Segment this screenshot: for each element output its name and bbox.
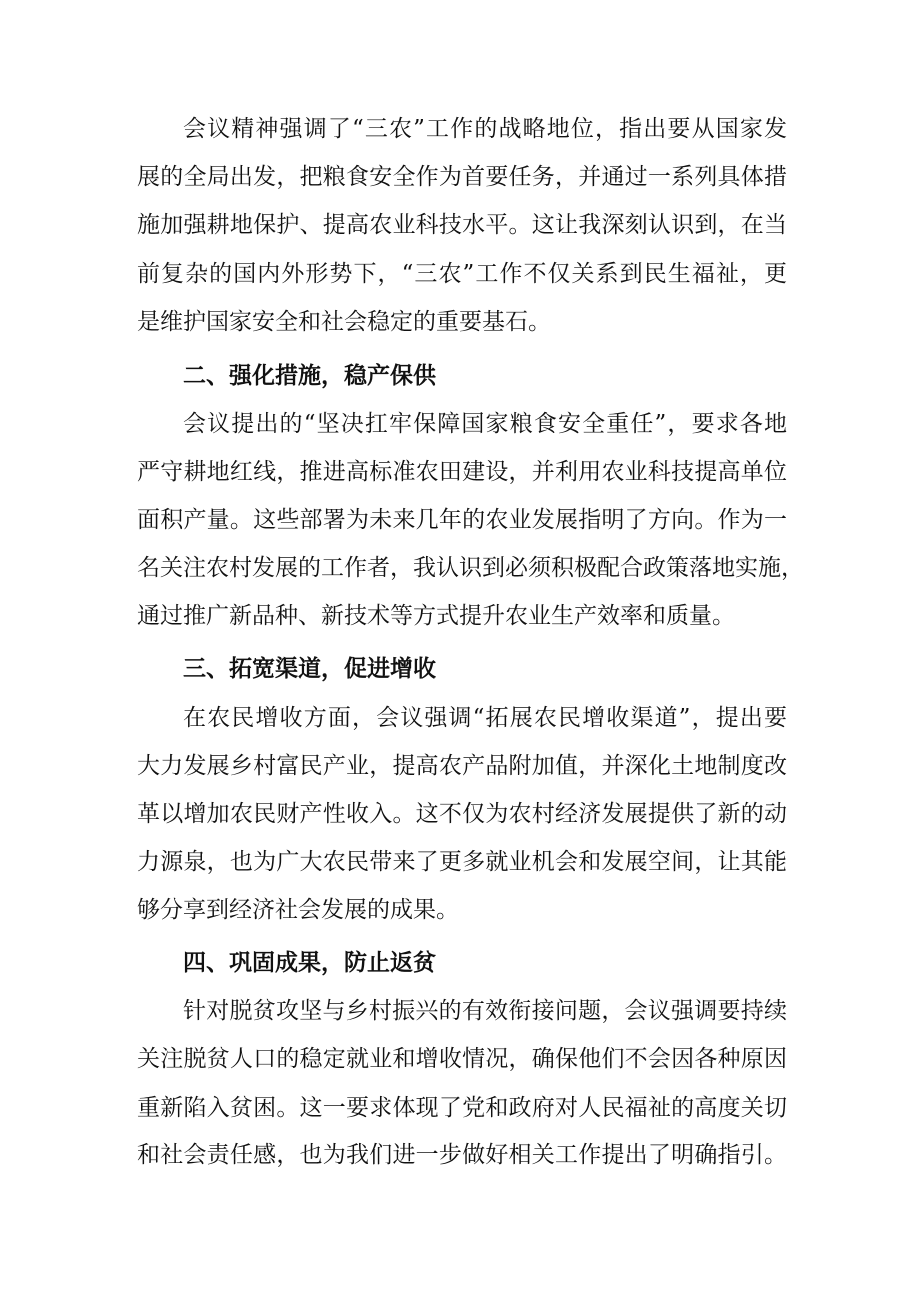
paragraph-line: 施加强耕地保护、提高农业科技水平。这让我深刻认识到，在当 — [137, 212, 787, 238]
paragraph-line: 针对脱贫攻坚与乡村振兴的有效衔接问题，会议强调要持续 — [183, 998, 787, 1024]
paragraph-line: 严守耕地红线，推进高标准农田建设，并利用农业科技提高单位 — [137, 459, 787, 485]
section-heading: 四、巩固成果，防止返贫 — [183, 950, 436, 976]
section-heading: 二、强化措施，稳产保供 — [183, 363, 436, 389]
paragraph-line: 通过推广新品种、新技术等方式提升农业生产效率和质量。 — [137, 603, 735, 629]
paragraph-line: 会议精神强调了“三农”工作的战略地位，指出要从国家发 — [183, 116, 787, 142]
paragraph-line: 展的全局出发，把粮食安全作为首要任务，并通过一系列具体措 — [137, 164, 787, 190]
paragraph-line: 重新陷入贫困。这一要求体现了党和政府对人民福祉的高度关切 — [137, 1095, 787, 1121]
paragraph-line: 和社会责任感，也为我们进一步做好相关工作提出了明确指引。 — [137, 1142, 787, 1168]
paragraph-line: 前复杂的国内外形势下，“三农”工作不仅关系到民生福祉，更 — [137, 261, 787, 287]
section-heading: 三、拓宽渠道，促进增收 — [183, 656, 436, 682]
paragraph-line: 够分享到经济社会发展的成果。 — [137, 897, 459, 923]
paragraph-line: 大力发展乡村富民产业，提高农产品附加值，并深化土地制度改 — [137, 753, 787, 779]
paragraph-line: 革以增加农民财产性收入。这不仅为农村经济发展提供了新的动 — [137, 801, 787, 827]
paragraph-line: 在农民增收方面，会议强调“拓展农民增收渠道”，提出要 — [183, 705, 787, 731]
paragraph-line: 面积产量。这些部署为未来几年的农业发展指明了方向。作为一 — [137, 507, 787, 533]
paragraph-line: 会议提出的“坚决扛牢保障国家粮食安全重任”，要求各地 — [183, 411, 787, 437]
paragraph-line: 力源泉，也为广大农民带来了更多就业机会和发展空间，让其能 — [137, 849, 787, 875]
paragraph-line: 名关注农村发展的工作者，我认识到必须积极配合政策落地实施， — [137, 555, 804, 581]
paragraph-line: 是维护国家安全和社会稳定的重要基石。 — [137, 309, 551, 335]
paragraph-line: 关注脱贫人口的稳定就业和增收情况，确保他们不会因各种原因 — [137, 1046, 787, 1072]
